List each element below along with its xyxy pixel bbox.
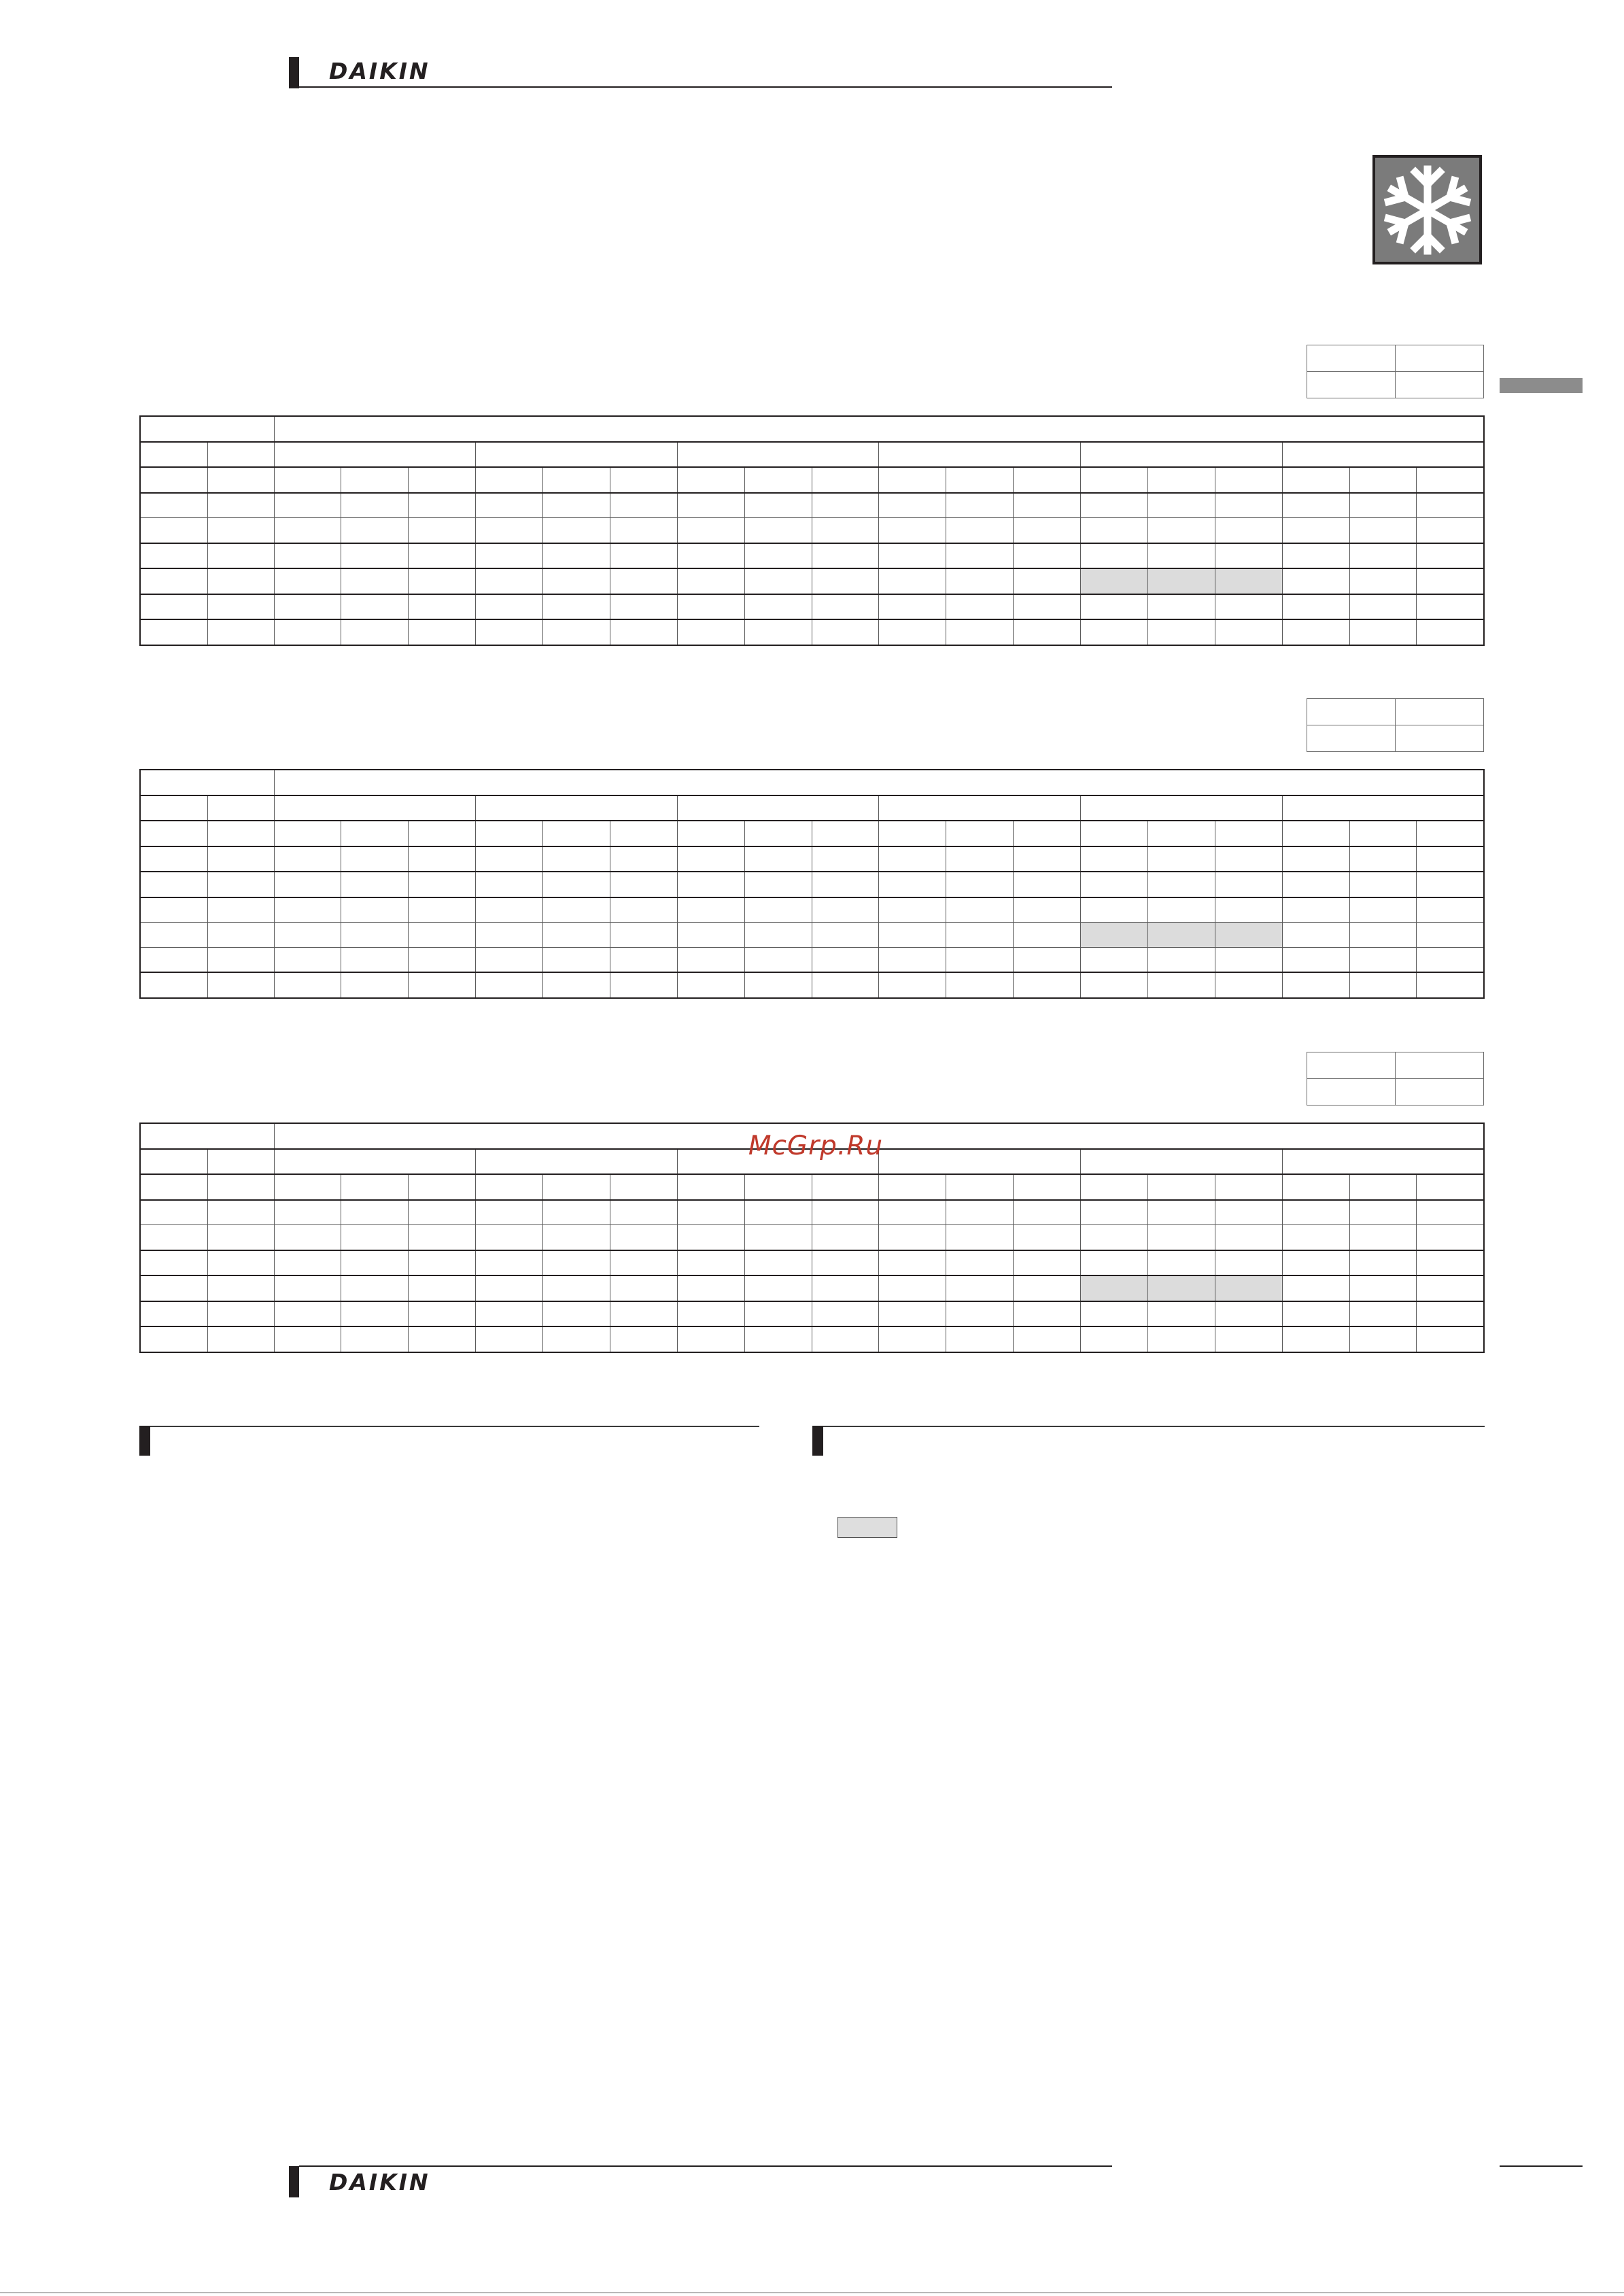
watermark-text: McGrp.Ru — [748, 1131, 884, 1161]
table-row — [140, 1225, 1484, 1250]
table-header-cell — [140, 442, 207, 468]
table-header-cell — [1081, 1149, 1283, 1175]
table-row — [140, 972, 1484, 998]
table-header-cell — [274, 1149, 476, 1175]
table-header-cell — [476, 442, 678, 468]
table-header-cell — [207, 795, 274, 821]
table-row — [140, 1174, 1484, 1200]
table-header-cell — [879, 442, 1081, 468]
table-row — [140, 1275, 1484, 1301]
table-row — [140, 923, 1484, 948]
highlight-cell — [1081, 1275, 1148, 1301]
table-row — [140, 1250, 1484, 1276]
table-row — [140, 1200, 1484, 1225]
legend-cell — [1307, 1079, 1396, 1106]
snowflake-icon — [1380, 162, 1475, 258]
section-heading-bar-right — [812, 1426, 823, 1456]
legend-cell — [1307, 699, 1396, 725]
legend-cell — [1307, 1052, 1396, 1079]
table-header-cell — [476, 1149, 678, 1175]
legend-cell — [1307, 725, 1396, 752]
highlight-cell — [1215, 1275, 1282, 1301]
table-row — [140, 543, 1484, 569]
section-heading-bar-left — [139, 1426, 150, 1456]
highlight-cell — [1081, 568, 1148, 594]
table-row — [140, 897, 1484, 923]
legend-cell — [1307, 372, 1396, 398]
legend-cell — [1396, 725, 1484, 752]
table-row — [140, 619, 1484, 645]
section-heading-rule-left — [150, 1426, 759, 1427]
table-header-cell — [1282, 1149, 1484, 1175]
table-header-cell — [274, 442, 476, 468]
table-header-cell — [1282, 795, 1484, 821]
table-row — [140, 594, 1484, 620]
highlight-cell — [1215, 568, 1282, 594]
legend-box-2 — [1307, 698, 1484, 752]
table-row — [140, 518, 1484, 543]
table-header-cell — [476, 795, 678, 821]
table-header-cell — [140, 770, 274, 795]
table-row — [140, 467, 1484, 493]
capacity-table-1 — [139, 415, 1485, 646]
table-header-cell — [140, 416, 274, 442]
legend-cell — [1396, 372, 1484, 398]
header-rule — [299, 86, 1112, 88]
highlight-cell — [1081, 923, 1148, 948]
footer-accent-bar — [289, 2166, 299, 2197]
page-bottom-edge — [0, 2292, 1624, 2293]
capacity-table-2 — [139, 769, 1485, 999]
legend-cell — [1396, 1052, 1484, 1079]
legend-cell — [1396, 699, 1484, 725]
table-header-cell — [1282, 442, 1484, 468]
table-header-cell — [274, 416, 1484, 442]
cooling-mode-badge — [1372, 155, 1482, 264]
highlight-cell — [1215, 923, 1282, 948]
header-accent-bar — [289, 57, 299, 88]
legend-box-1 — [1307, 345, 1484, 398]
highlight-cell — [1147, 568, 1215, 594]
highlight-cell — [1147, 1275, 1215, 1301]
table-row — [140, 1301, 1484, 1327]
legend-cell — [1307, 345, 1396, 372]
table-header-cell — [677, 442, 879, 468]
table-header-cell — [140, 795, 207, 821]
table-row — [140, 821, 1484, 846]
section-heading-rule-right — [823, 1426, 1485, 1427]
legend-cell — [1396, 345, 1484, 372]
page-number-rule — [1500, 2165, 1583, 2167]
table-row — [140, 1326, 1484, 1352]
legend-box-3 — [1307, 1052, 1484, 1106]
table-row — [140, 846, 1484, 872]
table-header-cell — [140, 1149, 207, 1175]
table-header-cell — [140, 1123, 274, 1149]
footer-rule — [299, 2165, 1112, 2167]
legend-cell — [1396, 1079, 1484, 1106]
chapter-index-tab — [1500, 378, 1583, 393]
highlight-legend-swatch — [837, 1517, 897, 1538]
table-row — [140, 568, 1484, 594]
table-header-cell — [1081, 795, 1283, 821]
header-daikin-logo: DAIKIN — [329, 58, 430, 84]
table-row — [140, 872, 1484, 897]
table-header-cell — [879, 795, 1081, 821]
table-header-cell — [207, 1149, 274, 1175]
table-row — [140, 947, 1484, 972]
table-header-cell — [274, 795, 476, 821]
table-header-cell — [1081, 442, 1283, 468]
footer-daikin-logo: DAIKIN — [329, 2169, 430, 2195]
table-row — [140, 493, 1484, 518]
table-header-cell — [207, 442, 274, 468]
table-header-cell — [677, 795, 879, 821]
highlight-cell — [1147, 923, 1215, 948]
table-header-cell — [274, 770, 1484, 795]
